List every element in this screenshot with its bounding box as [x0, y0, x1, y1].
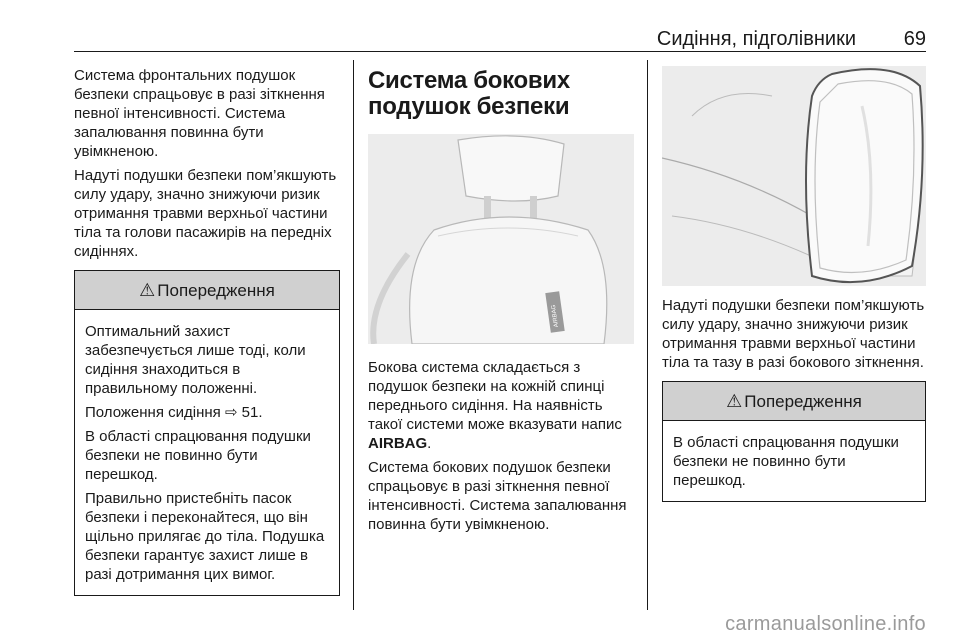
warning-triangle-icon: ⚠	[139, 280, 156, 300]
paragraph: Система фронтальних подушок безпеки спрацьовує в разі зіткнення певної інтенсивності. Система запалювання повинна бути увімкненою.	[74, 67, 325, 160]
warning-header	[663, 382, 925, 421]
column-middle	[368, 66, 634, 539]
airbag-label: AIRBAG	[368, 435, 428, 452]
page-title: Сидіння, підголівники	[656, 28, 856, 50]
paragraph: В області спрацювання подушки безпеки не повинно бути перешкод.	[673, 434, 899, 489]
seat-airbag-label-illustration	[368, 134, 634, 344]
paragraph: Надуті подушки безпеки пом’якшують силу удару, значно знижуючи ризик отримання травми верхньої частини тіла та голови пасажирів на передніх сидіннях.	[74, 167, 337, 260]
text-run: .	[427, 435, 432, 452]
side-airbag-deployed-illustration	[662, 66, 926, 286]
column-divider	[647, 60, 648, 610]
paragraph: Оптимальний захист забезпечується лише тоді, коли сидіння знаходиться в правильному положенні.	[85, 323, 306, 397]
seat-airbag-tag: AIRBAG	[550, 304, 560, 328]
paragraph: В області спрацювання подушки безпеки не повинно бути перешкод.	[85, 428, 311, 483]
watermark: carmanualsonline.info	[725, 613, 926, 635]
paragraph: Правильно пристебніть пасок безпеки і переконайтеся, що він щільно прилягає до тіла. Подушка безпеки гарантує захист лише в разі дотримання цих вимог.	[85, 490, 325, 583]
text-run: Бокова система складається з подушок безпеки на кожній спинці переднього сидіння. На наявність такої системи може вказувати напис	[368, 359, 622, 433]
warning-box	[74, 270, 340, 596]
paragraph: Положення сидіння ⇨ 51.	[85, 404, 263, 421]
column-left	[74, 66, 340, 596]
page-header	[74, 22, 926, 52]
warning-box	[662, 381, 926, 502]
warning-title: Попередження	[744, 392, 862, 411]
header-rule	[74, 51, 926, 52]
section-title: Система бокових подушок безпеки	[368, 67, 570, 120]
column-right	[662, 296, 926, 502]
paragraph: Система бокових подушок безпеки спрацьовує в разі зіткнення певної інтенсивності. Система запалювання повинна бути увімкненою.	[368, 459, 627, 533]
warning-body	[663, 421, 925, 501]
page-number: 69	[903, 28, 926, 50]
warning-triangle-icon: ⚠	[726, 391, 743, 411]
warning-title: Попередження	[157, 281, 275, 300]
warning-header	[75, 271, 339, 310]
paragraph	[368, 358, 634, 453]
column-divider	[353, 60, 354, 610]
paragraph: Надуті подушки безпеки пом’якшують силу удару, значно знижуючи ризик отримання травми верхньої частини тіла та тазу в разі бокового зіткнення.	[662, 297, 925, 371]
warning-body	[75, 310, 339, 595]
